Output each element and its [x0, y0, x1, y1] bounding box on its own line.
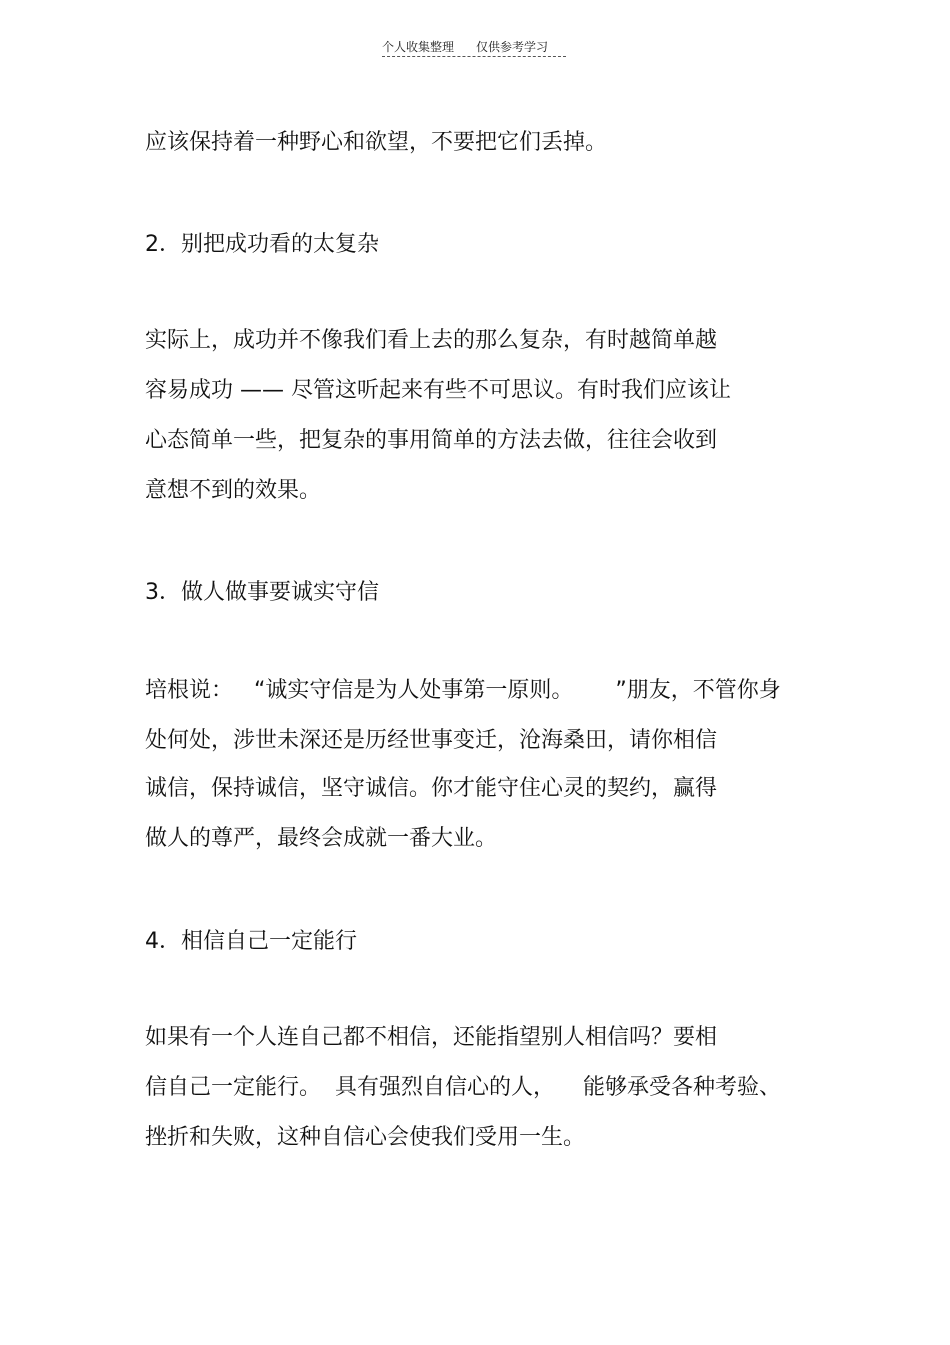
- section-heading: 2．别把成功看的太复杂: [145, 232, 379, 257]
- header-right-text: 仅供参考学习: [476, 40, 549, 54]
- paragraph-line: 信自己一定能行。 具有强烈自信心的人， 能够承受各种考验、: [145, 1075, 781, 1100]
- paragraph-line: 心态简单一些，把复杂的事用简单的方法去做，往往会收到: [145, 428, 718, 453]
- section-heading: 3．做人做事要诚实守信: [145, 580, 379, 605]
- page-header: [382, 40, 566, 57]
- paragraph-line: 容易成功 —— 尽管这听起来有些不可思议。有时我们应该让: [145, 378, 731, 403]
- paragraph-line: 应该保持着一种野心和欲望，不要把它们丢掉。: [145, 130, 608, 155]
- section-heading: 4．相信自己一定能行: [145, 929, 357, 954]
- paragraph-line: 处何处，涉世未深还是历经世事变迁，沧海桑田，请你相信: [145, 728, 718, 753]
- paragraph-line: 做人的尊严，最终会成就一番大业。: [145, 826, 498, 851]
- header-left-text: 个人收集整理: [382, 40, 455, 54]
- paragraph-line: 挫折和失败，这种自信心会使我们受用一生。: [145, 1125, 586, 1150]
- paragraph-line: 诚信，保持诚信，坚守诚信。你才能守住心灵的契约，赢得: [145, 776, 718, 801]
- paragraph-line: 意想不到的效果。: [145, 478, 322, 503]
- paragraph-line: 如果有一个人连自己都不相信，还能指望别人相信吗？要相: [145, 1025, 718, 1050]
- paragraph-line: 实际上，成功并不像我们看上去的那么复杂，有时越简单越: [145, 328, 718, 353]
- paragraph-line: 培根说： “诚实守信是为人处事第一原则。 ”朋友，不管你身: [145, 678, 781, 703]
